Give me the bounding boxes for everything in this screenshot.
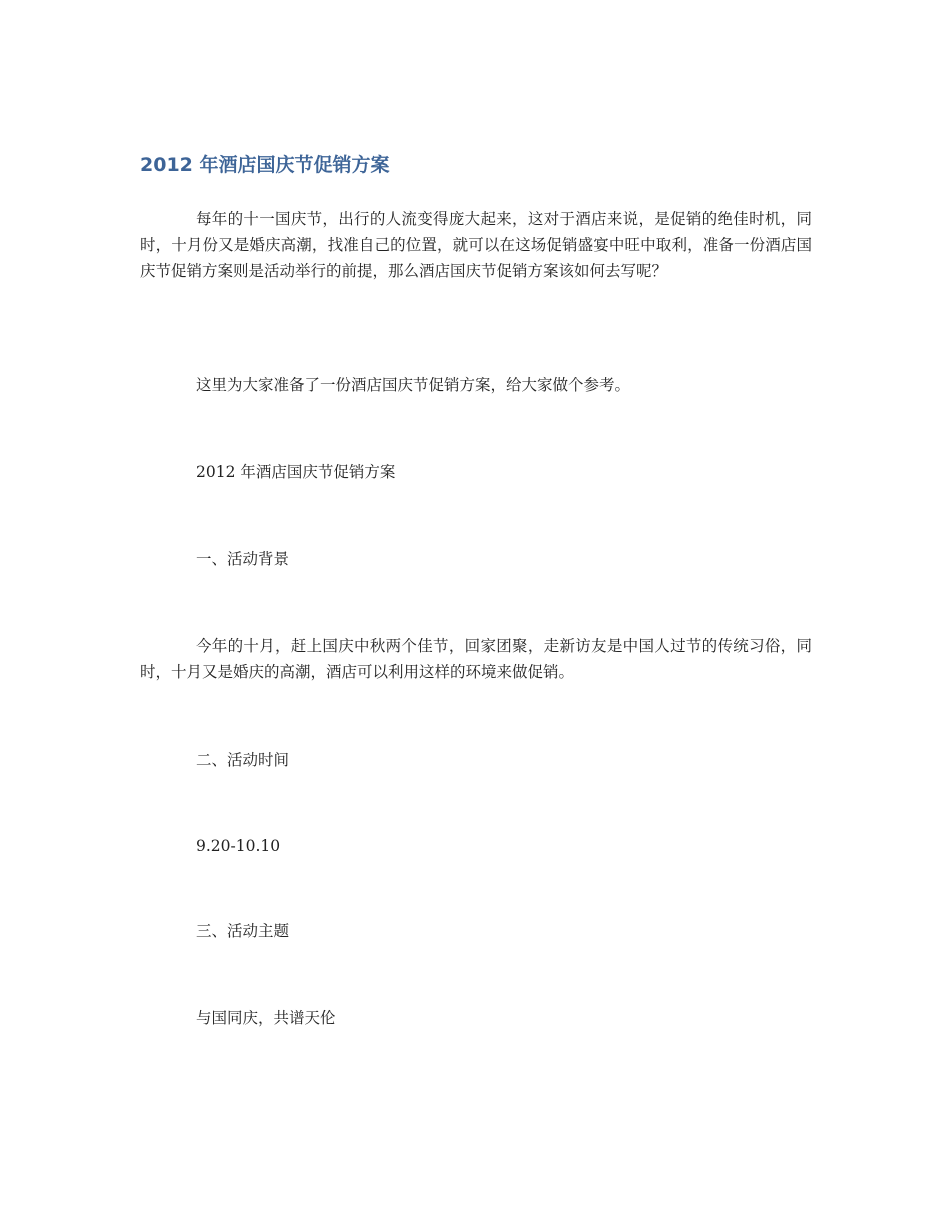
intro-paragraph: 每年的十一国庆节，出行的人流变得庞大起来，这对于酒店来说，是促销的绝佳时机，同时，十月份又是婚庆高潮，找准自己的位置，就可以在这场促销盛宴中旺中取利，准备一份酒店国庆节促销方案则是活动举行的前提，那么酒店国庆节促销方案该如何去写呢？ bbox=[140, 210, 812, 280]
activity-theme: 与国同庆，共谱天伦 bbox=[196, 1009, 336, 1027]
plan-heading: 2012 年酒店国庆节促销方案 bbox=[196, 463, 396, 481]
section-heading-background: 一、活动背景 bbox=[196, 550, 290, 568]
background-paragraph: 今年的十月，赶上国庆中秋两个佳节，回家团聚，走新访友是中国人过节的传统习俗，同时，十月又是婚庆的高潮，酒店可以利用这样的环境来做促销。 bbox=[140, 637, 812, 681]
activity-dates: 9.20-10.10 bbox=[196, 837, 281, 855]
section-heading-time: 二、活动时间 bbox=[196, 751, 290, 769]
section-heading-theme: 三、活动主题 bbox=[196, 922, 290, 940]
reference-note-paragraph: 这里为大家准备了一份酒店国庆节促销方案，给大家做个参考。 bbox=[196, 376, 631, 394]
document-title: 2012 年酒店国庆节促销方案 bbox=[140, 154, 390, 176]
